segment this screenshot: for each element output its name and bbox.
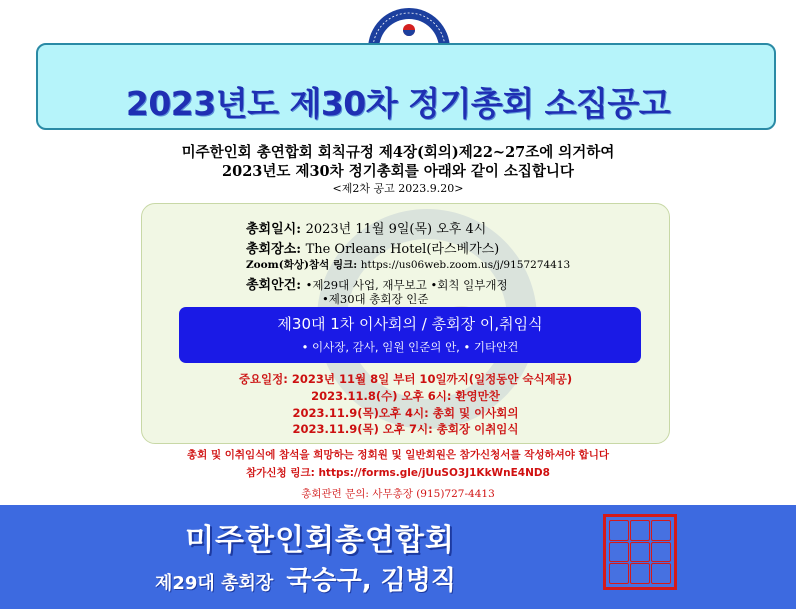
organization-name: 미주한인회총연합회 — [185, 523, 455, 558]
agenda-item-1: •제29대 사업, 재무보고 •회칙 일부개정 — [305, 278, 508, 292]
meeting-details-box — [141, 203, 670, 444]
meeting-date-label: 총회일시: — [246, 222, 302, 237]
schedule-line-2: 2023.11.8(수) 오후 6시: 환영만찬 — [311, 389, 500, 403]
zoom-link-url[interactable]: https://us06web.zoom.us/j/9157274413 — [360, 259, 571, 271]
agenda-item-2: •제30대 총회장 인준 — [322, 292, 429, 306]
agenda-item-2-row — [322, 291, 429, 307]
president-role: 제29대 총회장 — [155, 573, 274, 594]
schedule-line-1: 중요일정: 2023년 11월 8일 부터 10일까지(일정동안 숙식제공) — [238, 372, 573, 386]
meeting-date-value: 2023년 11월 9일(목) 오후 4시 — [305, 222, 487, 237]
announcement-date: <제2차 공고 2023.9.20> — [332, 182, 464, 195]
board-meeting-title: 제30대 1차 이사회의 / 총회장 이,취임식 — [277, 315, 543, 333]
intro-line-2: 2023년도 제30차 정기총회를 아래와 같이 소집합니다 — [222, 163, 574, 180]
zoom-link[interactable] — [246, 257, 570, 272]
page-title: 2023년도 제30차 정기총회 소집공고 — [125, 84, 671, 123]
registration-notice: 총회 및 이취임식에 참석을 희망하는 정회원 및 일반회원은 참가신청서를 작성하셔야 합니다 — [187, 449, 609, 461]
schedule-line-3: 2023.11.9(목)오후 4시: 총회 및 이사회의 — [292, 406, 519, 420]
meeting-venue — [246, 238, 499, 257]
registration-link[interactable]: 참가신청 링크: https://forms.gle/jUuSO3J1KkWnE4ND8 — [246, 467, 550, 479]
meeting-venue-value: The Orleans Hotel(라스베가스) — [305, 242, 500, 257]
board-meeting-panel — [179, 307, 641, 363]
zoom-link-label: Zoom(화상)참석 링크: — [246, 259, 358, 271]
schedule-line-4: 2023.11.9(목) 오후 7시: 총회장 이취임식 — [292, 422, 519, 436]
president-signature — [155, 560, 456, 597]
meeting-date — [246, 218, 486, 237]
intro-line-1: 미주한인회 총연합회 회칙규정 제4장(회의)제22~27조에 의거하여 — [181, 144, 615, 161]
contact-info: 총회관련 문의: 사무총장 (915)727-4413 — [301, 488, 495, 500]
meeting-agenda-label: 총회안건: — [246, 278, 302, 293]
meeting-venue-label: 총회장소: — [246, 242, 302, 257]
president-names: 국승구, 김병직 — [286, 566, 456, 596]
board-meeting-items: • 이사장, 감사, 임원 인준의 안, • 기타안건 — [301, 340, 519, 354]
official-seal-icon — [603, 514, 677, 590]
